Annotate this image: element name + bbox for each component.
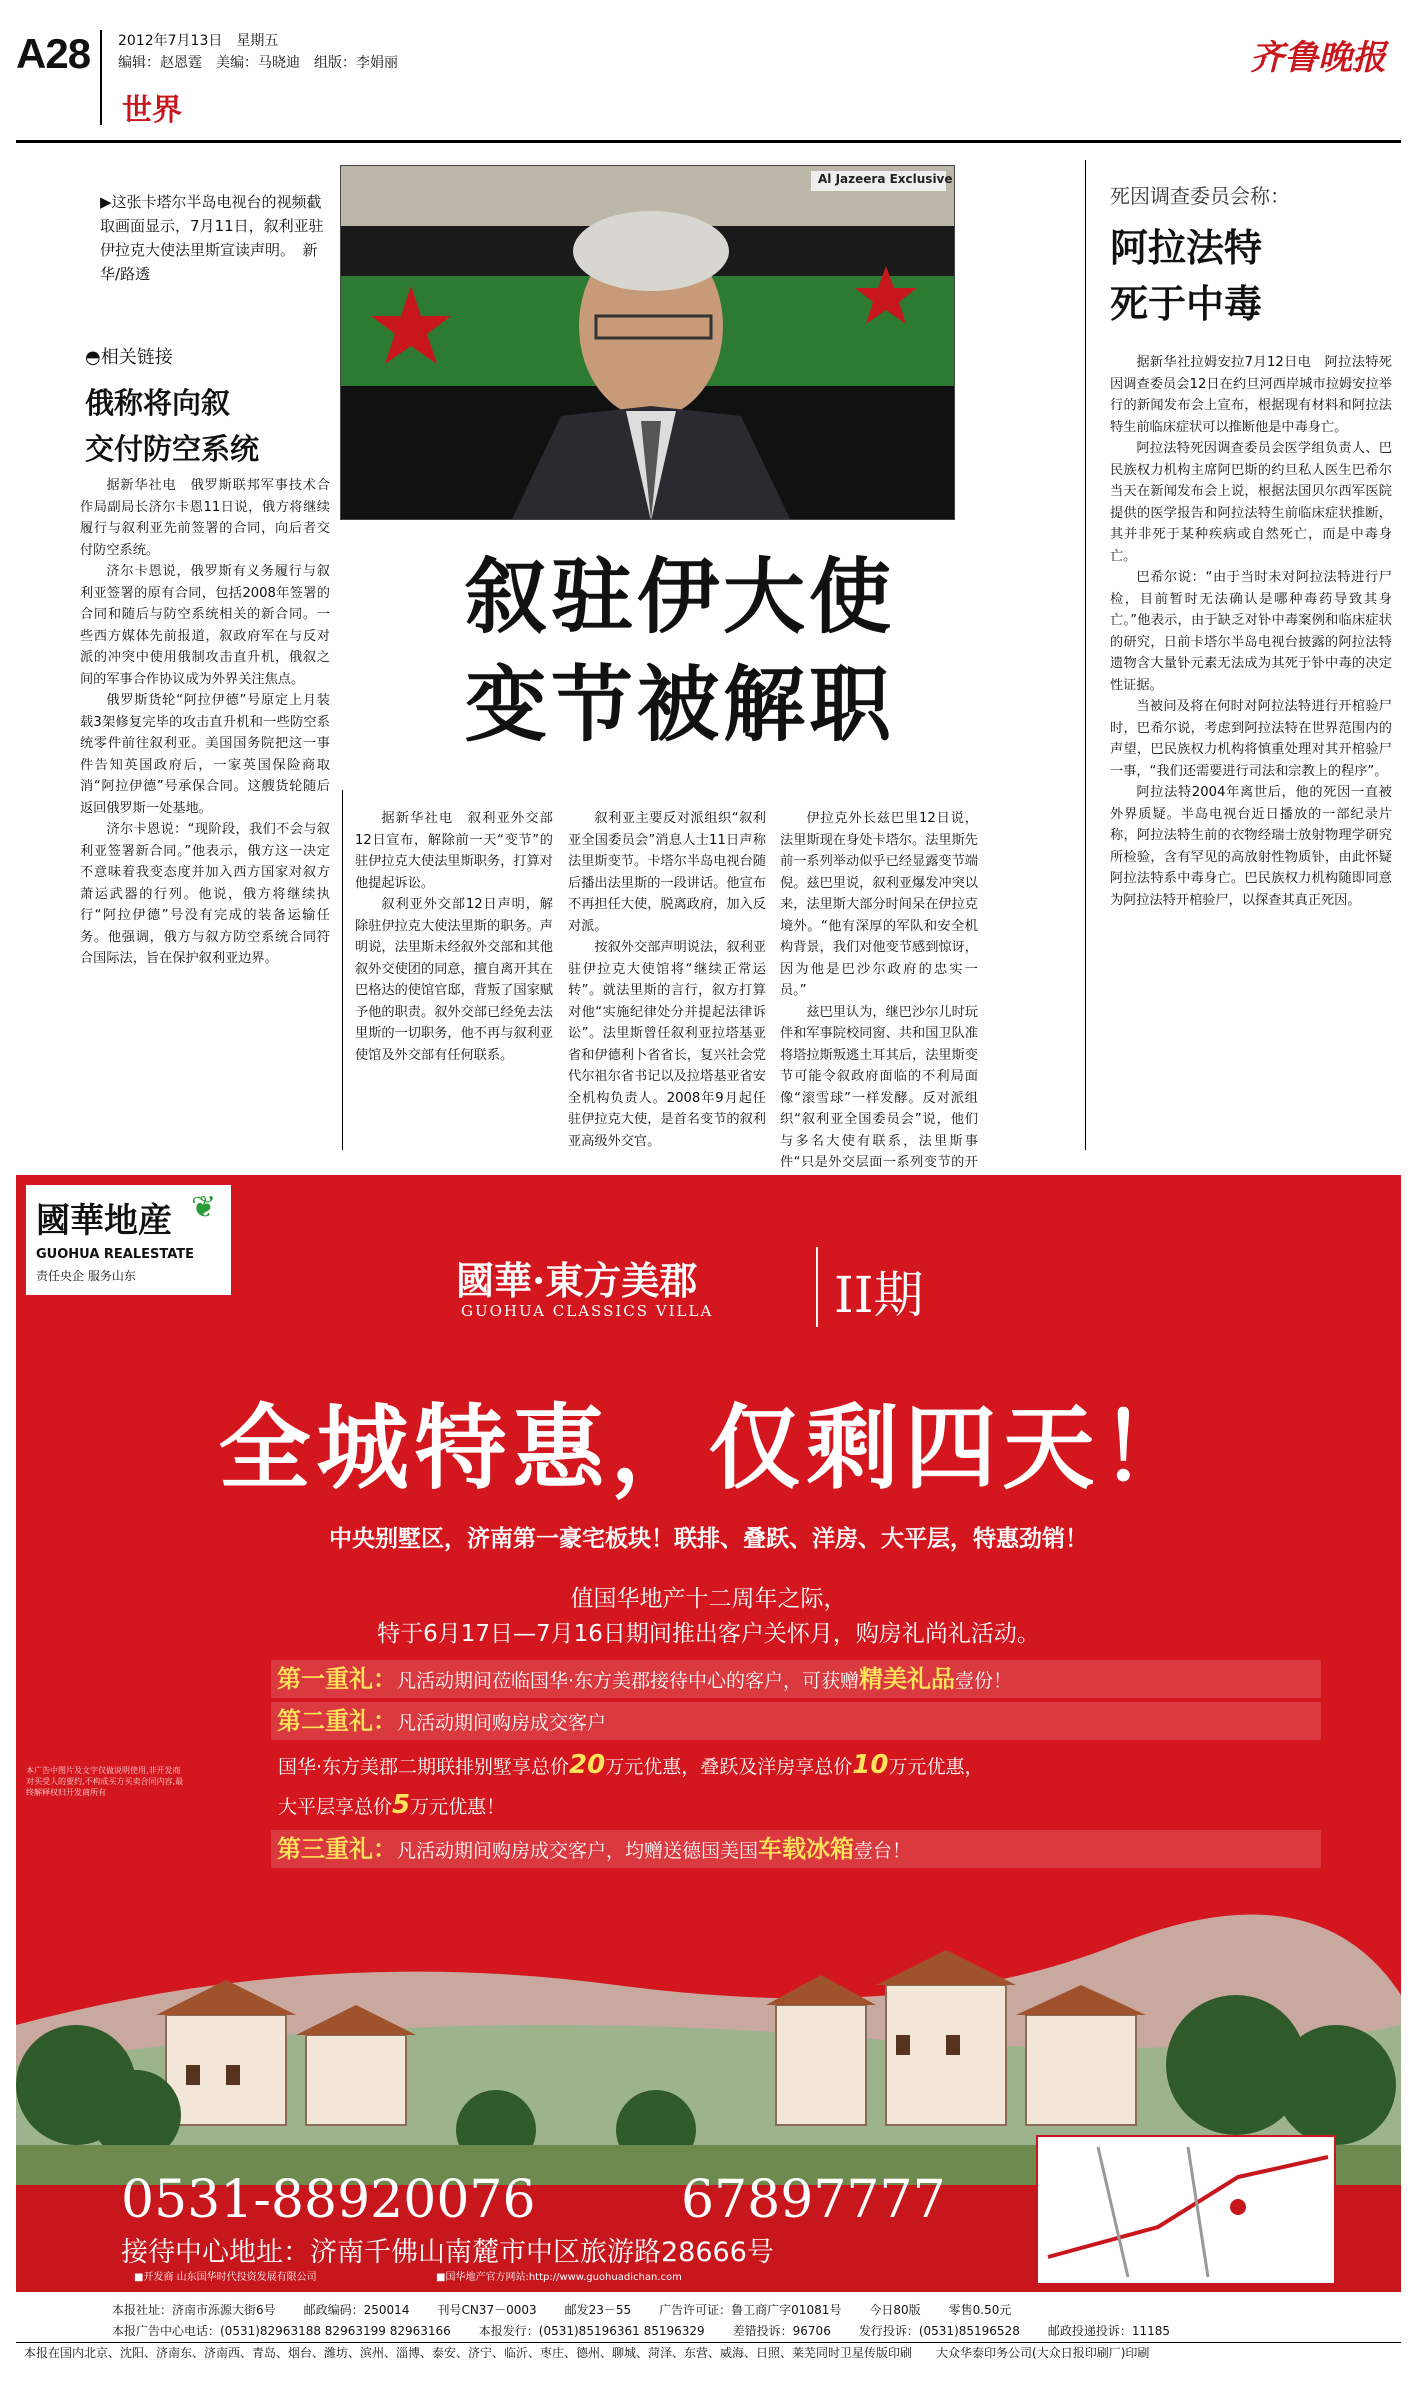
footer-row-3: 本报在国内北京、沈阳、济南东、济南西、青岛、烟台、潍坊、滨州、淄博、泰安、济宁、临沂、枣庄、德州、聊城、菏泽、东营、威海、日照、莱芜同时卫星传版印刷 大众华泰印务公司(大众日报印刷厂)印刷 — [16, 2342, 1401, 2364]
ad-website: ■国华地产官方网站:http://www.guohuadichan.com — [436, 2272, 682, 2283]
column-rule-right — [1085, 160, 1086, 1150]
location-map — [1036, 2135, 1336, 2285]
related-label: ◓相关链接 — [85, 347, 173, 368]
ad-phase: II期 — [834, 1266, 924, 1324]
main-col-2: 叙利亚主要反对派组织“叙利亚全国委员会”消息人士11日声称法里斯变节。卡塔尔半岛电视台随后播出法里斯的一段讲话。他宣布不再担任大使，脱离政府，加入反对派。 按叙外交部声明说法，叙利亚驻伊拉克大使馆将“继续正常运转”。就法里斯的言行，叙方打算对他“实施纪律处分并提起法律诉讼”。法里斯曾任叙利亚拉塔基亚省和伊德利卜省省长，复兴社会党代尔祖尔省书记以及拉塔基亚省安全机构负责人。2008年9月起任驻伊拉克大使，是首名变节的叙利亚高级外交官。 — [568, 811, 766, 1149]
main-col-1: 据新华社电 叙利亚外交部12日宣布，解除前一天“变节”的驻伊拉克大使法里斯职务，打算对他提起诉讼。 叙利亚外交部12日声明，解除驻伊拉克大使法里斯的职务。声明说，法里斯未经叙外交部和其他叙外交使团的同意，擅自离开其在巴格达的使馆官邸，背叛了国家赋予他的职责。叙外交部已经免去法里斯的一切职务，他不再与叙利亚使馆及外交部有任何联系。 — [355, 811, 553, 1063]
related-article: 据新华社电 俄罗斯联邦军事技术合作局副局长济尔卡恩11日说，俄方将继续履行与叙利亚先前签署的合同，向后者交付防空系统。 济尔卡恩说，俄罗斯有义务履行与叙利亚签署的原有合同，包括2008年签署的合同和随后与防空系统相关的新合同。一些西方媒体先前报道，叙政府军在与反对派的冲突中使用俄制攻击直升机，俄叙之间的军事合作协议成为外界关注焦点。 俄罗斯货轮“阿拉伊德”号原定上月装载3架修复完毕的攻击直升机和一些防空系统零件前往叙利亚。美国国务院把这一事件告知英国政府后，一家英国保险商取消“阿拉伊德”号承保合同。这艘货轮随后返回俄罗斯一处基地。 济尔卡恩说：“现阶段，我们不会与叙利亚签署新合同。”他表示，俄方这一决定不意味着我变态度并加入西方国家对叙方萧运武器的行列。他说，俄方将继续执行“阿拉伊德”号没有完成的装备运输任务。他强调，俄方与叙方防空系统合同符合国际法，旨在保护叙利亚边界。 — [80, 478, 330, 966]
phone-1: 0531-88920076 — [121, 2170, 536, 2230]
leaf-icon: ❦ — [191, 1190, 217, 1225]
page-number: A28 — [16, 30, 91, 77]
related-headline: 俄称将向叙 交付防空系统 — [85, 386, 260, 466]
main-headline: 叙驻伊大使 变节被解职 — [464, 549, 895, 753]
ad-line-1: 值国华地产十二周年之际， — [570, 1586, 847, 1612]
right-intro: 死因调查委员会称： — [1110, 184, 1290, 208]
main-col-3: 伊拉克外长兹巴里12日说，法里斯现在身处卡塔尔。法里斯先前一系列举动似乎已经显露变节端倪。兹巴里说，叙利亚爆发冲突以来，法里斯大部分时间呆在伊拉克境外。“他有深厚的军队和安全机构背景，我们对他变节感到惊讶，因为他是巴沙尔政府的忠实一员。” 兹巴里认为，继巴沙尔儿时玩伴和军事院校同窗、共和国卫队准将塔拉斯叛逃土耳其后，法里斯变节可能令叙政府面临的不利局面像“滚雪球”一样发酵。反对派组织“叙利亚全国委员会”说，他们与多名大使有联系，法里斯事件“只是外交层面一系列变节的开 — [780, 811, 978, 1170]
gift-2: 第二重礼：凡活动期间购房成交客户 — [271, 1702, 1321, 1740]
news-photo — [340, 165, 955, 520]
gift-1: 第一重礼：凡活动期间莅临国华·东方美郡接待中心的客户，可获赠精美礼品壹份！ — [271, 1660, 1321, 1698]
header-rule — [16, 140, 1401, 143]
contact-band — [16, 2170, 1401, 2292]
ad-fine-print: 本广告中图片及文字仅做说明使用,非开发商对买受人的要约,不构成买方买卖合同内容,最终解释权归开发商所有 — [26, 1766, 184, 1797]
right-headline: 阿拉法特 死于中毒 — [1110, 226, 1263, 326]
footer — [16, 2300, 1401, 2364]
gift-2-detail-a: 国华·东方美郡二期联排别墅享总价20万元优惠，叠跃及洋房享总价10万元优惠， — [278, 1750, 984, 1780]
photo-overlay-text: Al Jazeera Exclusive — [818, 172, 953, 186]
ad-brand-slogan: 责任央企 服务山东 — [36, 1269, 136, 1283]
real-estate-ad — [16, 1175, 1401, 2292]
ad-project-cn: 國華·東方美郡 — [456, 1258, 698, 1303]
photo-caption: ▶这张卡塔尔半岛电视台的视频截取画面显示，7月11日，叙利亚驻伊拉克大使法里斯宣读声明。 新华/路透 — [100, 193, 324, 283]
ad-brand-en: GUOHUA REALESTATE — [36, 1247, 195, 1262]
ad-address: 接待中心地址：济南千佛山南麓市中区旅游路28666号 — [121, 2237, 774, 2268]
gift-2-detail-b: 大平层享总价5万元优惠！ — [278, 1790, 506, 1820]
ad-brand-box — [26, 1185, 231, 1295]
date-line: 2012年7月13日 星期五 — [118, 33, 279, 49]
ad-headline: 全城特惠，仅剩四天！ — [218, 1394, 1199, 1502]
section-title: 世界 — [122, 93, 182, 128]
header-divider — [100, 30, 102, 125]
ad-project-en: GUOHUA CLASSICS VILLA — [461, 1302, 714, 1320]
right-article: 据新华社拉姆安拉7月12日电 阿拉法特死因调查委员会12日在约旦河西岸城市拉姆安拉举行的新闻发布会上宣布，根据现有材料和阿拉法特生前临床症状可以推断他是中毒身亡。 阿拉法特死因调查委员会医学组负责人、巴民族权力机构主席阿巴斯的约旦私人医生巴希尔当天在新闻发布会上说，根据法国贝尔西军医院提供的医学报告和阿拉法特生前临床症状推断，其并非死于某种疾病或自然死亡，而是中毒身亡。 巴希尔说：“由于当时未对阿拉法特进行尸检，目前暂时无法确认是哪种毒药导致其身亡。”他表示，由于缺乏对钋中毒案例和临床症状的研究，日前卡塔尔半岛电视台披露的阿拉法特遗物含大量钋元素无法成为其死于钋中毒的决定性证据。 当被问及将在何时对阿拉法特进行开棺验尸时，巴希尔说，考虑到阿拉法特在世界范围内的声望，巴民族权力机构将慎重处理对其开棺验尸一事，“我们还需要进行司法和宗教上的程序”。 阿拉法特2004年离世后，他的死因一直被外界质疑。半岛电视台近日播放的一部纪录片称，阿拉法特生前的衣物经瑞士放射物理学研究所检验，含有罕见的高放射性物质钋，由此怀疑阿拉法特系中毒身亡。巴民族权力机构随即同意为阿拉法特开棺验尸，以探查其真正死因。 — [1110, 355, 1392, 908]
ad-line-2: 特于6月17日—7月16日期间推出客户关怀月，购房礼尚礼活动。 — [377, 1621, 1040, 1647]
gift-3: 第三重礼：凡活动期间购房成交客户，均赠送德国美国车载冰箱壹台！ — [271, 1830, 1321, 1868]
footer-row-1: 本报社址：济南市泺源大街6号 邮政编码：250014 刊号CN37－0003 邮发23－55 广告许可证：鲁工商广字01081号 今日80版 零售0.50元 — [112, 2303, 1012, 2317]
ad-brand-cn: 國華地産 — [36, 1201, 172, 1241]
related-icon: ◓ — [85, 347, 101, 368]
column-rule — [342, 790, 343, 1150]
ad-developer: ■开发商 山东国华时代投资发展有限公司 — [134, 2272, 317, 2283]
paper-logo: 齐鲁晚报 — [1250, 38, 1386, 78]
header-meta — [118, 30, 398, 74]
ad-divider — [816, 1247, 818, 1327]
phone-2: 67897777 — [681, 2170, 946, 2230]
footer-row-2: 本报广告中心电话：(0531)82963188 82963199 82963166 本报发行：(0531)85196361 85196329 差错投诉：96706 发行投诉：(0531)85196528 邮政投递投诉：11185 — [112, 2324, 1171, 2338]
editors-line: 编辑：赵恩霆 美编：马晓迪 组版：李娟丽 — [118, 55, 398, 71]
ad-subheadline: 中央别墅区，济南第一豪宅板块！联排、叠跃、洋房、大平层，特惠劲销！ — [329, 1526, 1088, 1552]
